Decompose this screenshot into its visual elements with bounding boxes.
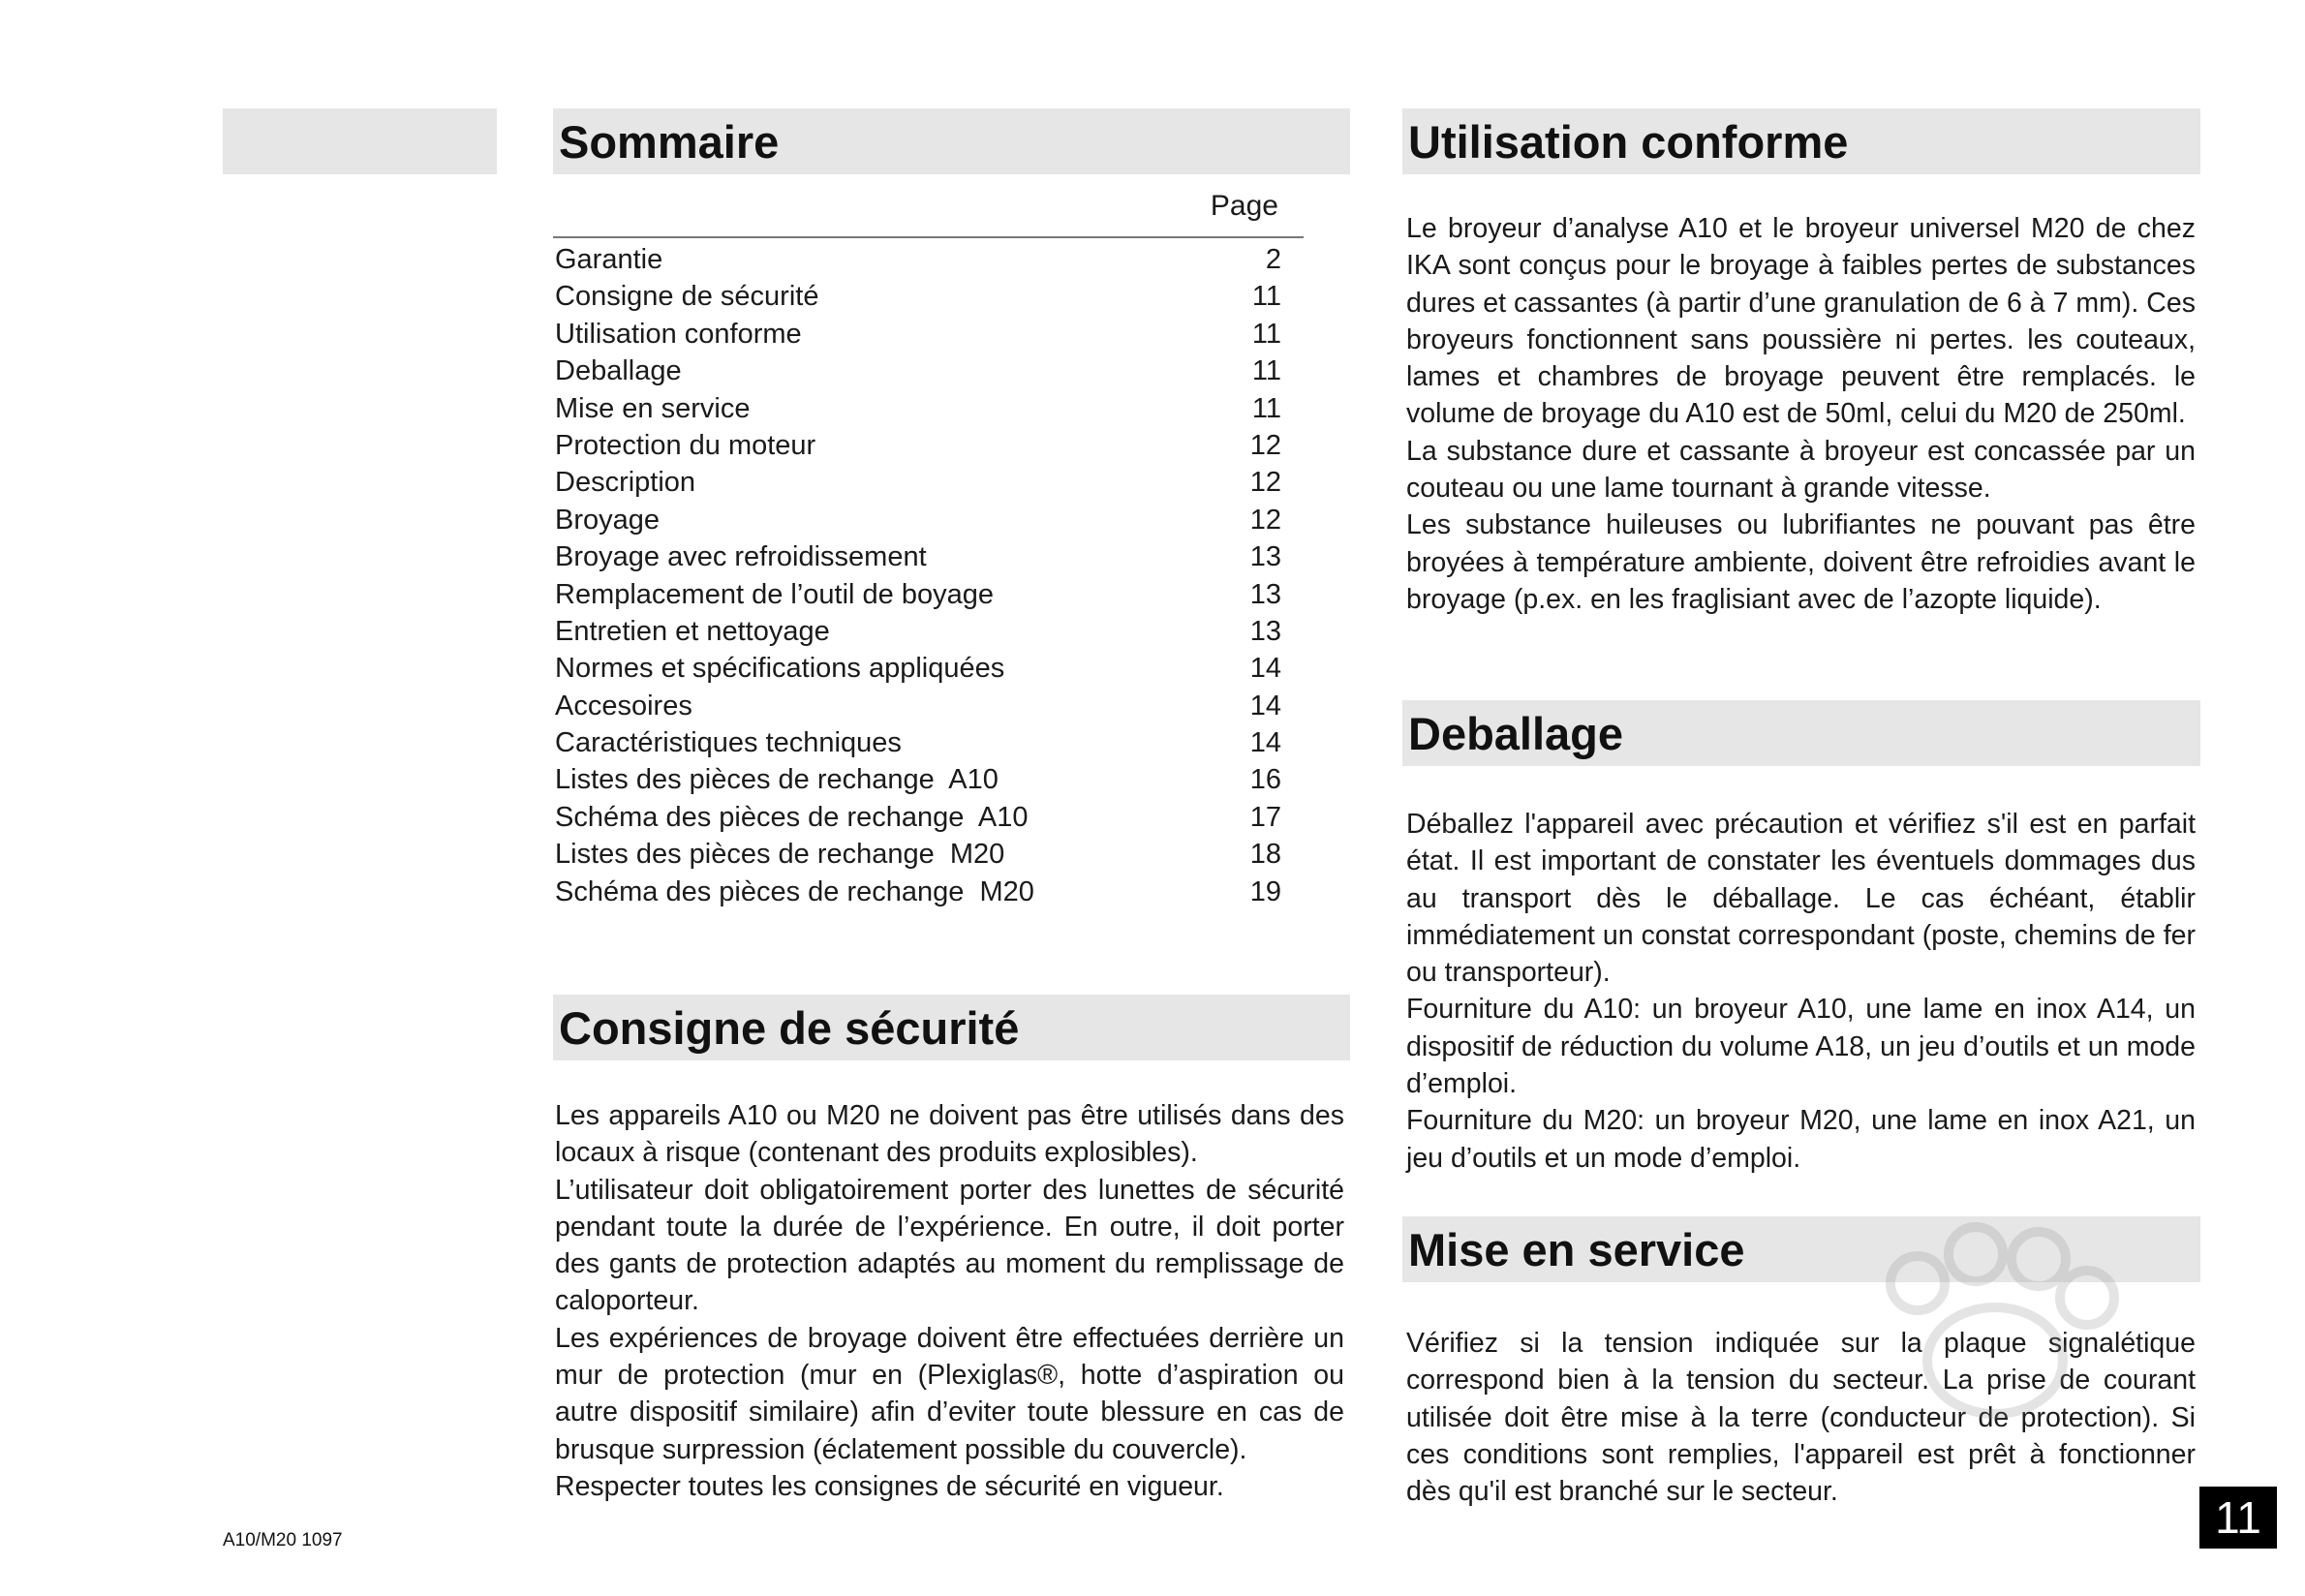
deballage-title: Deballage (1408, 707, 1624, 759)
toc-entry-label: Accesoires (555, 690, 692, 721)
toc-entry-label: Broyage avec refroidissement (555, 541, 927, 573)
utilisation-header (1402, 108, 2200, 174)
toc-entry-page: 17 (1249, 801, 1281, 833)
toc-entry-label: Protection du moteur (555, 429, 816, 461)
utilisation-title: Utilisation conforme (1408, 115, 1849, 168)
toc-entry-label: Description (555, 467, 696, 499)
toc-entry (555, 390, 1281, 427)
toc-entry (555, 874, 1281, 910)
toc-entry-label: Normes et spécifications appliquées (555, 653, 1005, 685)
toc-entry (555, 724, 1281, 761)
toc-entry-page: 16 (1249, 764, 1281, 796)
toc-entry-label: Entretien et nettoyage (555, 615, 830, 647)
deballage-paragraph: Fourniture du M20: un broyeur M20, une lame en inox A21, un jeu d’outils et un mode d’emploi. (1406, 1105, 2196, 1174)
toc-entry (555, 502, 1281, 538)
toc-entry (555, 650, 1281, 687)
securite-header (553, 995, 1350, 1060)
toc-entry-label: Listes des pièces de rechange M20 (555, 839, 1005, 871)
toc-entry-label: Utilisation conforme (555, 318, 802, 350)
toc-entry-page: 13 (1249, 578, 1281, 610)
toc-entry (555, 427, 1281, 464)
header-tab (223, 108, 497, 174)
toc-entry-page: 2 (1265, 244, 1281, 275)
toc-entry-page: 11 (1251, 355, 1281, 387)
table-of-contents (555, 241, 1281, 910)
deballage-body (1406, 806, 2196, 1177)
deballage-header (1402, 700, 2200, 766)
toc-entry-label: Consigne de sécurité (555, 281, 819, 313)
toc-entry-page: 11 (1251, 281, 1281, 313)
toc-entry-label: Broyage (555, 504, 661, 536)
toc-entry-page: 14 (1249, 690, 1281, 721)
toc-entry-page: 18 (1249, 839, 1281, 871)
securite-title: Consigne de sécurité (559, 1001, 1020, 1054)
deballage-paragraph: Fourniture du A10: un broyeur A10, une lame en inox A14, un dispositif de réduction du volume A18, un jeu d’outils et un mode d’emploi. (1406, 994, 2196, 1100)
utilisation-body (1406, 210, 2196, 618)
toc-entry (555, 836, 1281, 873)
toc-entry (555, 538, 1281, 575)
toc-entry (555, 316, 1281, 353)
toc-header (553, 190, 1304, 238)
securite-paragraph: Respecter toutes les consignes de sécurité en vigueur. (555, 1470, 1224, 1502)
sommaire-title: Sommaire (559, 115, 780, 168)
toc-entry (555, 799, 1281, 836)
toc-entry-label: Deballage (555, 355, 682, 387)
sommaire-header (553, 108, 1350, 174)
securite-paragraph: Les appareils A10 ou M20 ne doivent pas être utilisés dans des locaux à risque (contenant des produits explosibles). (555, 1100, 1344, 1169)
toc-entry-label: Schéma des pièces de rechange M20 (555, 875, 1034, 907)
securite-paragraph: L’utilisateur doit obligatoirement porter des lunettes de sécurité pendant toute la durée de l’expérience. En outre, il doit porter des gants de protection adaptés au moment du remplissage de caloporteur. (555, 1174, 1344, 1317)
deballage-paragraph: Déballez l'appareil avec précaution et vérifiez s'il est en parfait état. Il est important de constater les éventuels dommages dus au transport dès le déballage. Le cas échéant, établir immédiatement un constat correspondant (poste, chemins de fer ou transporteur). (1406, 809, 2196, 989)
securite-paragraph: Les expériences de broyage doivent être effectuées derrière un mur de protection (mur en (Plexiglas®, hotte d’aspiration ou autre dispositif similaire) afin d’eviter toute blessure en cas de brusque surpression (éclatement possible du couvercle). (555, 1322, 1344, 1465)
toc-entry-label: Listes des pièces de rechange A10 (555, 764, 999, 796)
toc-entry (555, 464, 1281, 501)
toc-entry (555, 688, 1281, 724)
toc-entry-label: Caractéristiques techniques (555, 727, 902, 759)
toc-entry-page: 13 (1249, 541, 1281, 573)
toc-entry-label: Remplacement de l’outil de boyage (555, 578, 994, 610)
document-code: A10/M20 1097 (223, 1530, 343, 1550)
toc-entry-page: 11 (1251, 318, 1281, 350)
paw-watermark-icon (1792, 1215, 2198, 1496)
toc-entry-page: 12 (1249, 467, 1281, 499)
toc-entry (555, 278, 1281, 315)
toc-entry-page: 19 (1249, 875, 1281, 907)
toc-entry-page: 14 (1249, 653, 1281, 685)
toc-entry-label: Mise en service (555, 392, 751, 424)
securite-body (555, 1097, 1344, 1505)
toc-entry-label: Garantie (555, 244, 663, 275)
toc-entry-page: 12 (1249, 504, 1281, 536)
utilisation-paragraph: La substance dure et cassante à broyeur est concassée par un couteau ou une lame tournant à grande vitesse. (1406, 435, 2196, 505)
toc-entry (555, 353, 1281, 389)
utilisation-paragraph: Les substance huileuses ou lubrifiantes ne pouvant pas être broyées à température ambiente, doivent être refroidies avant le broyage (p.ex. en les fraglisiant avec de l’azopte liquide). (1406, 509, 2196, 615)
toc-entry (555, 576, 1281, 613)
utilisation-paragraph: Le broyeur d’analyse A10 et le broyeur universel M20 de chez IKA sont conçus pour le broyage à faibles pertes de substances dures et cassantes (à partir d’une granulation de 6 à 7 mm). Ces broyeurs fonctionnent sans poussière ni pertes. les couteaux, lames et chambres de broyage peuvent être remplacés. le volume de broyage du A10 est de 50ml, celui du M20 de 250ml. (1406, 213, 2196, 430)
toc-page-label: Page (1210, 190, 1278, 222)
page-number: 11 (2199, 1487, 2277, 1549)
toc-entry (555, 761, 1281, 798)
toc-entry-page: 13 (1249, 615, 1281, 647)
toc-entry (555, 241, 1281, 278)
toc-entry-page: 14 (1249, 727, 1281, 759)
mise-en-service-title: Mise en service (1408, 1223, 1745, 1275)
toc-entry (555, 613, 1281, 650)
toc-entry-page: 11 (1251, 392, 1281, 424)
toc-entry-page: 12 (1249, 429, 1281, 461)
mise-en-service-paragraph: Vérifiez si la tension indiquée sur la plaque signalétique correspond bien à la tension du secteur. La prise de courant utilisée doit être mise à la terre (conducteur de protection). Si ces conditions sont remplies, l'appareil est prêt à fonctionner dès qu'il est branché sur le secteur. (1406, 1328, 2196, 1508)
toc-entry-label: Schéma des pièces de rechange A10 (555, 801, 1029, 833)
